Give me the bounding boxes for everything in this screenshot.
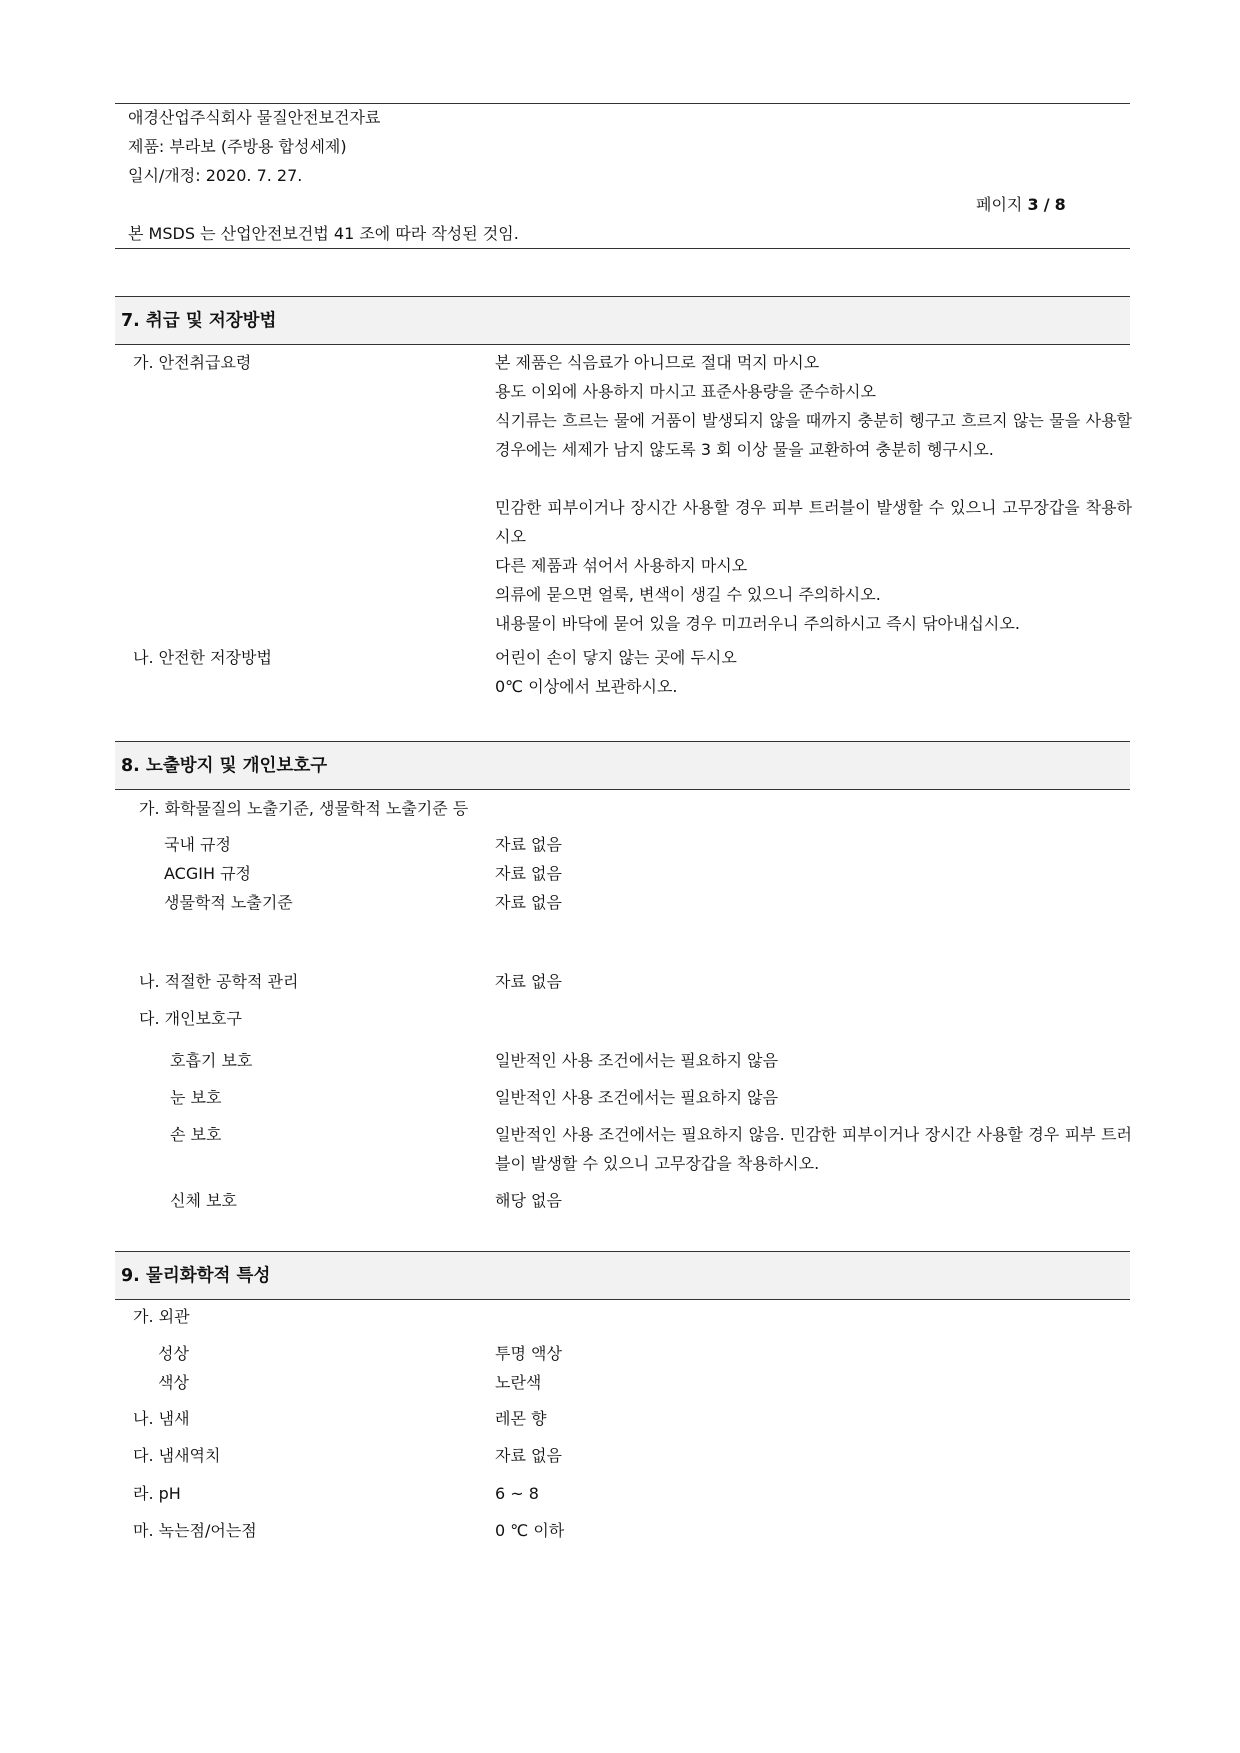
ph-value: 6 ~ 8 <box>495 1484 539 1503</box>
msds-notice: 본 MSDS 는 산업안전보건법 41 조에 따라 작성된 것임. <box>128 224 519 243</box>
odor-threshold-value: 자료 없음 <box>495 1446 562 1465</box>
melting-point-label: 마. 녹는점/어는점 <box>133 1521 257 1540</box>
hand-protection-label: 손 보호 <box>170 1125 222 1144</box>
page-label: 페이지 <box>976 195 1023 214</box>
engineering-control-value: 자료 없음 <box>495 972 562 991</box>
eye-protection-label: 눈 보호 <box>170 1088 222 1107</box>
handling-line: 용도 이외에 사용하지 마시고 표준사용량을 준수하시오 <box>495 382 876 401</box>
acgih-regulation-label: ACGIH 규정 <box>164 864 251 883</box>
section-9-header <box>115 1251 1130 1300</box>
storage-line: 어린이 손이 닿지 않는 곳에 두시오 <box>495 648 737 667</box>
section-9-title: 9. 물리화학적 특성 <box>121 1266 271 1286</box>
hand-protection-value: 일반적인 사용 조건에서는 필요하지 않음. 민감한 피부이거나 장시간 사용할 경우 피부 트러블이 발생할 수 있으니 고무장갑을 착용하시오. <box>495 1125 1132 1173</box>
header-bottom-rule <box>115 248 1130 249</box>
handling-label: 가. 안전취급요령 <box>133 353 252 372</box>
handling-line: 의류에 묻으면 얼룩, 변색이 생길 수 있으니 주의하시오. <box>495 585 881 604</box>
body-protection-value: 해당 없음 <box>495 1191 562 1210</box>
domestic-regulation-label: 국내 규정 <box>164 835 231 854</box>
handling-line: 식기류는 흐르는 물에 거품이 발생되지 않을 때까지 충분히 헹구고 흐르지 않는 물을 사용할 경우에는 세제가 남지 않도록 3 회 이상 물을 교환하여 충분히 헹구시오. <box>495 411 1132 459</box>
biological-exposure-value: 자료 없음 <box>495 893 562 912</box>
engineering-control-label: 나. 적절한 공학적 관리 <box>139 972 299 991</box>
ph-label: 라. pH <box>133 1484 181 1503</box>
appearance-label: 가. 외관 <box>133 1307 190 1326</box>
section-7-header <box>115 296 1130 345</box>
respiratory-protection-value: 일반적인 사용 조건에서는 필요하지 않음 <box>495 1051 779 1070</box>
odor-label: 나. 냄새 <box>133 1409 190 1428</box>
company-title: 애경산업주식회사 물질안전보건자료 <box>128 108 381 127</box>
section-8-header <box>115 741 1130 790</box>
handling-line: 내용물이 바닥에 묻어 있을 경우 미끄러우니 주의하시고 즉시 닦아내십시오. <box>495 614 1020 633</box>
revision-date: 일시/개정: 2020. 7. 27. <box>128 166 303 185</box>
handling-line: 다른 제품과 섞어서 사용하지 마시오 <box>495 556 748 575</box>
page-number <box>976 195 1066 215</box>
color-label: 색상 <box>158 1373 189 1392</box>
color-value: 노란색 <box>495 1373 542 1392</box>
handling-line: 민감한 피부이거나 장시간 사용할 경우 피부 트러블이 발생할 수 있으니 고무장갑을 착용하시오 <box>495 498 1132 546</box>
ppe-label: 다. 개인보호구 <box>139 1009 242 1028</box>
body-protection-label: 신체 보호 <box>170 1191 237 1210</box>
eye-protection-value: 일반적인 사용 조건에서는 필요하지 않음 <box>495 1088 779 1107</box>
storage-line: 0℃ 이상에서 보관하시오. <box>495 677 678 696</box>
exposure-standards-label: 가. 화학물질의 노출기준, 생물학적 노출기준 등 <box>139 799 469 818</box>
page-total: 8 <box>1054 195 1066 214</box>
page-current: 3 <box>1027 195 1039 214</box>
state-value: 투명 액상 <box>495 1344 562 1363</box>
odor-value: 레몬 향 <box>495 1409 547 1428</box>
biological-exposure-label: 생물학적 노출기준 <box>164 893 293 912</box>
section-8-title: 8. 노출방지 및 개인보호구 <box>121 756 328 776</box>
storage-label: 나. 안전한 저장방법 <box>133 648 272 667</box>
handling-line: 본 제품은 식음료가 아니므로 절대 먹지 마시오 <box>495 353 820 372</box>
state-label: 성상 <box>158 1344 189 1363</box>
acgih-regulation-value: 자료 없음 <box>495 864 562 883</box>
melting-point-value: 0 ℃ 이하 <box>495 1521 565 1540</box>
header-top-rule <box>115 103 1130 104</box>
section-7-title: 7. 취급 및 저장방법 <box>121 311 277 331</box>
domestic-regulation-value: 자료 없음 <box>495 835 562 854</box>
page-separator: / <box>1043 195 1050 214</box>
product-name: 제품: 부라보 (주방용 합성세제) <box>128 137 347 156</box>
respiratory-protection-label: 호흡기 보호 <box>170 1051 253 1070</box>
odor-threshold-label: 다. 냄새역치 <box>133 1446 221 1465</box>
